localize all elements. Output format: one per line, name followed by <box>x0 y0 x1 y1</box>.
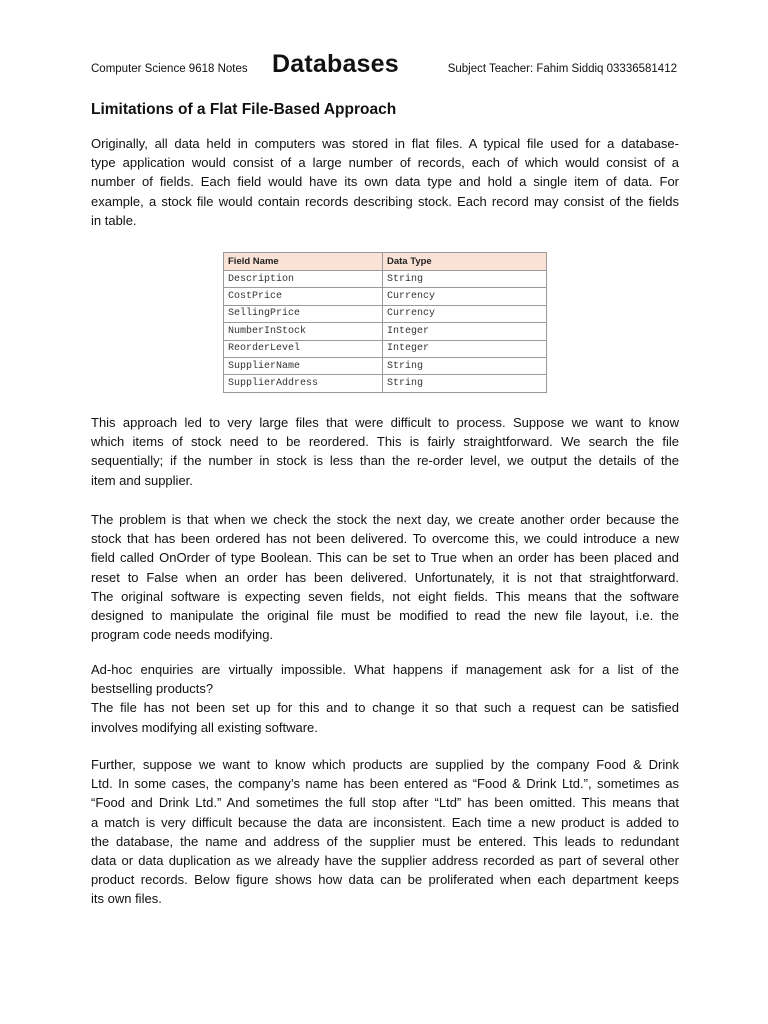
paragraph-line: product records. Below figure shows how data can be proliferated when each department keeps <box>91 872 679 888</box>
paragraph-line: number of fields. Each field would have its own data type and hold a single item of data. For <box>91 174 679 190</box>
table-row <box>224 375 547 392</box>
field-name-cell: SupplierAddress <box>224 375 383 392</box>
header-teacher-label: Subject Teacher: Fahim Siddiq 03336581412 <box>447 63 677 75</box>
paragraph-line: example, a stock file would contain records describing stock. Each record may consist of the fields <box>91 193 679 209</box>
paragraph-line: This approach led to very large files that were difficult to process. Suppose we want to know <box>91 415 679 430</box>
header-course-label: Computer Science 9618 Notes <box>91 63 248 75</box>
paragraph-line: data or data duplication as we already have the supplier address recorded as part of several other <box>91 853 679 869</box>
section-heading: Limitations of a Flat File-Based Approach <box>91 101 397 118</box>
data-type-cell: Currency <box>383 305 547 322</box>
data-type-cell: Integer <box>383 340 547 357</box>
data-type-cell: String <box>383 271 547 288</box>
paragraph-line: reset to False when an order has been delivered. Unfortunately, it is not that straightforward. <box>91 569 679 585</box>
column-header-field-name: Field Name <box>224 253 383 271</box>
table-row <box>224 357 547 374</box>
paragraph-line: The file has not been set up for this and to change it so that such a request can be satisfied <box>91 700 679 716</box>
column-header-data-type: Data Type <box>383 253 547 271</box>
table-row <box>224 340 547 357</box>
table-row <box>224 288 547 305</box>
header-title: Databases <box>272 50 399 78</box>
paragraph-line: Further, suppose we want to know which products are supplied by the company Food & Drink <box>91 757 679 772</box>
field-name-cell: Description <box>224 271 383 288</box>
field-name-cell: ReorderLevel <box>224 340 383 357</box>
field-name-cell: SupplierName <box>224 357 383 374</box>
paragraph-line: involves modifying all existing software. <box>91 719 318 735</box>
paragraph-line: “Food and Drink Ltd.” And sometimes the full stop after “Ltd” has been omitted. This means that <box>91 795 679 811</box>
paragraph-reorder-problem <box>91 510 679 644</box>
paragraph-line: field called OnOrder of type Boolean. This can be set to True when an order has been placed and <box>91 550 679 566</box>
field-name-cell: SellingPrice <box>224 305 383 322</box>
paragraph-data-inconsistency <box>91 755 679 909</box>
paragraph-line: in table. <box>91 212 137 228</box>
paragraph-line: designed to manipulate the original file must be modified to read the new file layout, i.e. the <box>91 608 679 624</box>
data-type-cell: Currency <box>383 288 547 305</box>
field-name-cell: NumberInStock <box>224 323 383 340</box>
paragraph-line: Ltd. In some cases, the company’s name has been entered as “Food & Drink Ltd.”, sometimes as <box>91 776 679 792</box>
paragraph-adhoc-enquiries <box>91 660 679 737</box>
paragraph-line: type application would consist of a large number of records, each of which would consist of a <box>91 155 679 171</box>
data-type-cell: String <box>383 375 547 392</box>
paragraph-line: stock that has been ordered has not been delivered. To overcome this, we could introduce a new <box>91 531 679 547</box>
paragraph-line: a match is very difficult because the data are inconsistent. Each time a new product is added to <box>91 814 679 830</box>
paragraph-line: sequentially; if the number in stock is less than the re-order level, we output the details of the <box>91 453 679 469</box>
stock-fields-table-wrap <box>223 252 547 393</box>
paragraph-line: item and supplier. <box>91 472 193 488</box>
paragraph-line: program code needs modifying. <box>91 627 274 643</box>
paragraph-line: Ad-hoc enquiries are virtually impossible. What happens if management ask for a list of the <box>91 662 679 677</box>
paragraph-line: The original software is expecting seven fields, not eight fields. This means that the software <box>91 588 679 604</box>
table-header-row <box>224 253 547 271</box>
page-header <box>91 50 679 84</box>
paragraph-large-files <box>91 413 679 490</box>
data-type-cell: String <box>383 357 547 374</box>
paragraph-line: the database, the name and address of the supplier must be entered. This leads to redundant <box>91 833 679 849</box>
paragraph-line: The problem is that when we check the stock the next day, we create another order because the <box>91 512 679 527</box>
stock-fields-table <box>223 252 547 393</box>
table-row <box>224 271 547 288</box>
paragraph-line: which items of stock need to be reordered. This is fairly straightforward. We search the file <box>91 434 679 450</box>
paragraph-line: its own files. <box>91 891 162 907</box>
paragraph-intro <box>91 134 679 230</box>
paragraph-line: bestselling products? <box>91 681 214 697</box>
table-row <box>224 323 547 340</box>
table-row <box>224 305 547 322</box>
field-name-cell: CostPrice <box>224 288 383 305</box>
paragraph-line: Originally, all data held in computers was stored in flat files. A typical file used for a database- <box>91 136 679 151</box>
data-type-cell: Integer <box>383 323 547 340</box>
